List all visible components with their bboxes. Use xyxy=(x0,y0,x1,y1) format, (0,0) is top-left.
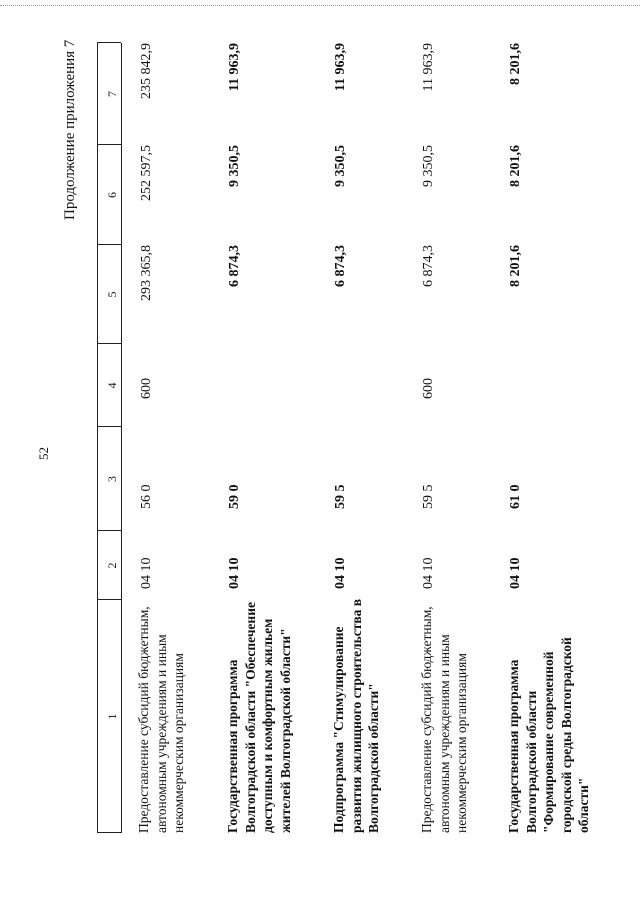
col-header-3: 3 xyxy=(105,476,119,482)
col-header-4: 4 xyxy=(105,382,119,389)
row-2-c6: 9 350,5 xyxy=(227,145,242,187)
row-5-c5: 8 201,6 xyxy=(508,245,523,287)
row-5-name: Государственная программа Волгоградской области "Формирование современной городской среды Волгоградской области" xyxy=(506,637,591,833)
row-4-c4: 600 xyxy=(421,378,436,399)
row-3-c3: 59 5 xyxy=(333,484,348,509)
row-4-c7: 11 963,9 xyxy=(421,43,436,92)
page-edge-line xyxy=(0,5,640,6)
row-5-c7: 8 201,6 xyxy=(508,43,523,85)
row-4-name: Предоставление субсидий бюджетным, автономным учреждениям и иным некоммерческим организациям xyxy=(419,606,469,833)
row-2-c2: 04 10 xyxy=(227,557,242,589)
page-number: 52 xyxy=(36,447,51,460)
row-3-c5: 6 874,3 xyxy=(333,245,348,287)
col-header-7: 7 xyxy=(105,91,119,97)
row-1-c6: 252 597,5 xyxy=(139,145,154,201)
table-header-rule xyxy=(121,43,122,833)
row-1-c4: 600 xyxy=(139,378,154,399)
col-header-5: 5 xyxy=(105,291,119,298)
row-4-c6: 9 350,5 xyxy=(421,145,436,187)
col-header-2: 2 xyxy=(105,562,119,569)
table-top-rule xyxy=(97,43,98,833)
row-2-c7: 11 963,9 xyxy=(227,43,242,92)
continuation-label: Продолжение приложения 7 xyxy=(62,39,78,220)
row-1-c2: 04 10 xyxy=(139,557,154,589)
row-5-c3: 61 0 xyxy=(508,484,523,509)
row-5-c2: 04 10 xyxy=(508,557,523,589)
row-3-c7: 11 963,9 xyxy=(333,43,348,92)
row-2-c5: 6 874,3 xyxy=(227,245,242,287)
row-2-c3: 59 0 xyxy=(227,484,242,509)
col-header-1: 1 xyxy=(105,713,119,720)
row-4-c2: 04 10 xyxy=(421,557,436,589)
row-1-c3: 56 0 xyxy=(139,484,154,509)
row-4-c5: 6 874,3 xyxy=(421,245,436,287)
row-5-c6: 8 201,6 xyxy=(508,145,523,187)
row-2-name: Государственная программа Волгоградской области "Обеспечение доступным и комфортным жильем жителей Волгоградской области" xyxy=(225,602,293,833)
row-1-c5: 293 365,8 xyxy=(139,245,154,301)
row-1-c7: 235 842,9 xyxy=(139,43,154,99)
row-3-c6: 9 350,5 xyxy=(333,145,348,187)
row-4-c3: 59 5 xyxy=(421,484,436,509)
row-3-c2: 04 10 xyxy=(333,557,348,589)
col-header-6: 6 xyxy=(105,192,119,198)
row-1-name: Предоставление субсидий бюджетным, автономным учреждениям и иным некоммерческим организациям xyxy=(136,606,186,833)
row-3-name: Подпрограмма "Стимулирование развития жилищного строительства в Волгоградской области" xyxy=(331,598,381,833)
